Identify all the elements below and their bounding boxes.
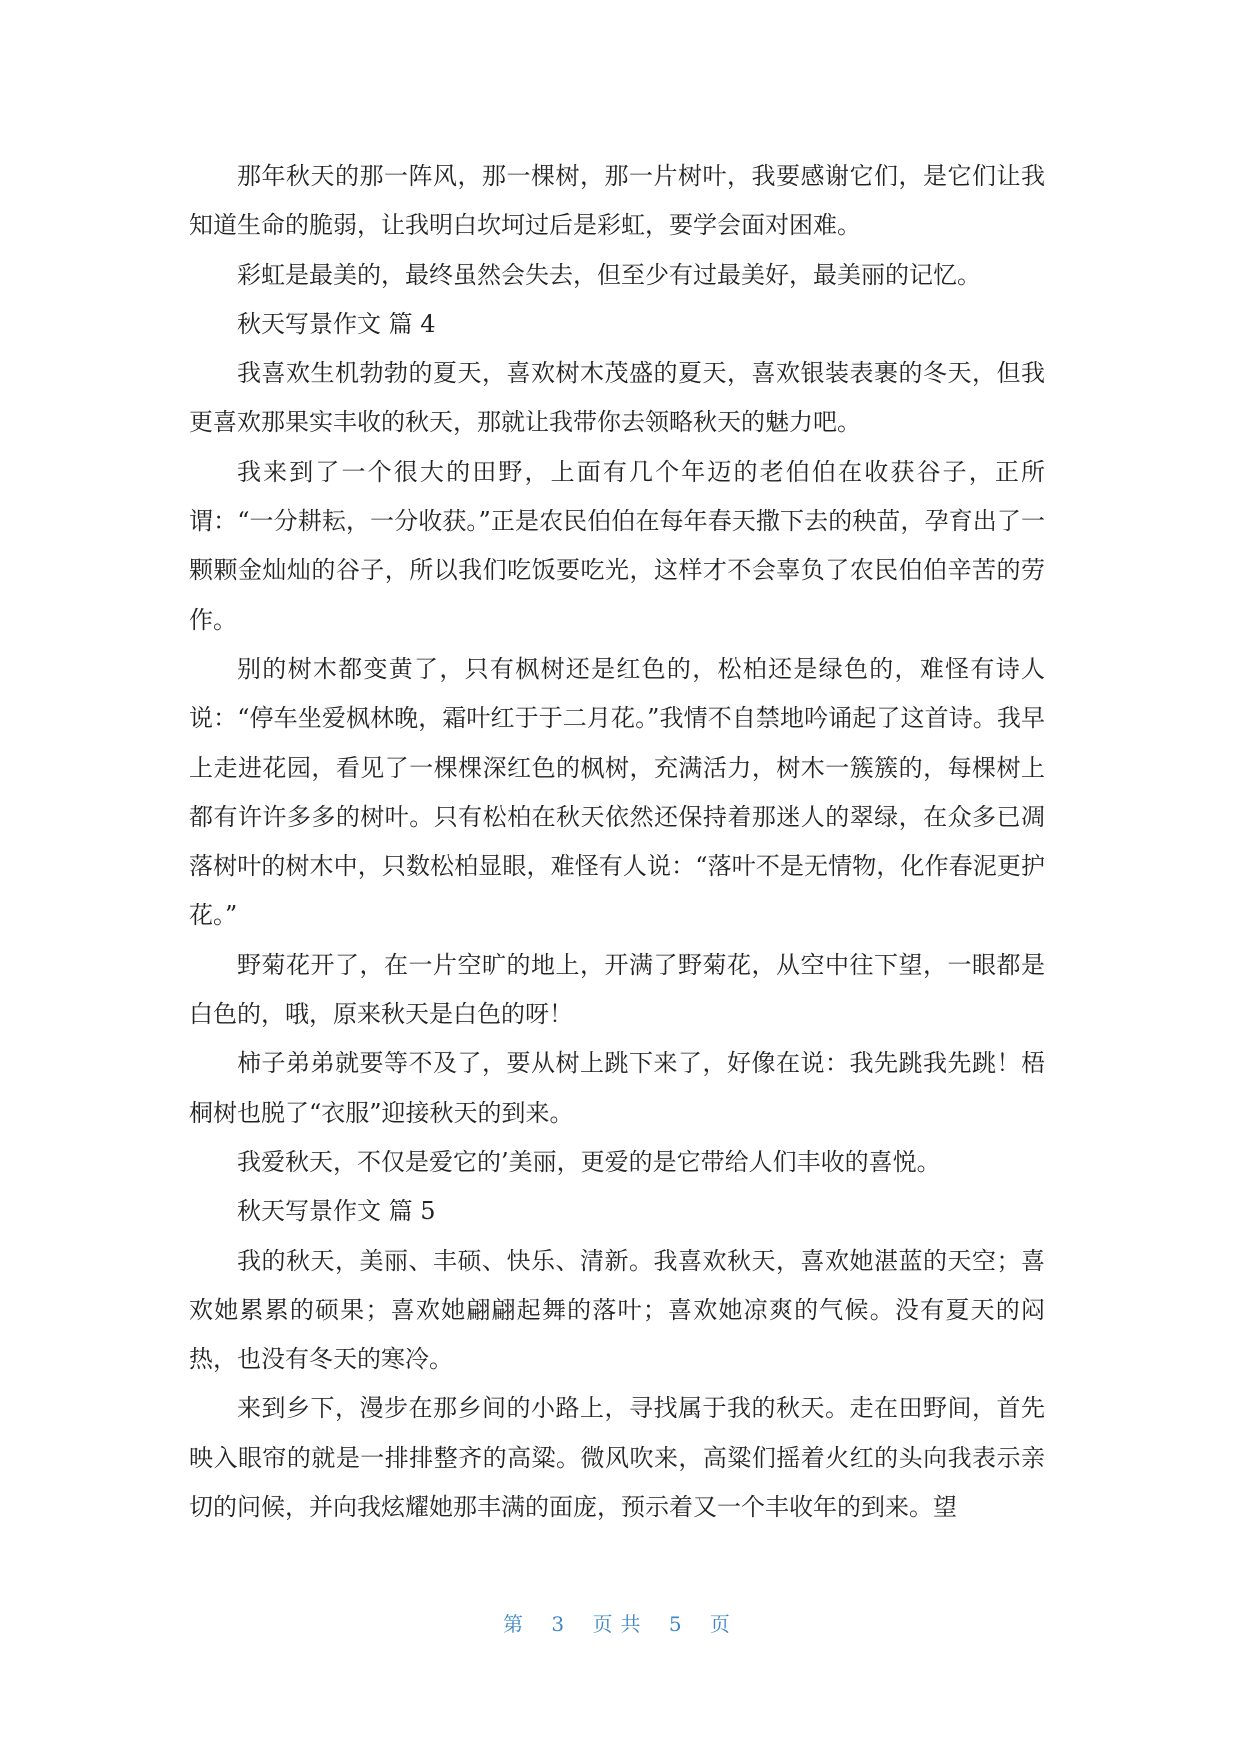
- paragraph: 我的秋天，美丽、丰硕、快乐、清新。我喜欢秋天，喜欢她湛蓝的天空；喜欢她累累的硕果；喜欢她翩翩起舞的落叶；喜欢她凉爽的气候。没有夏天的闷热，也没有冬天的寒冷。: [189, 1246, 1045, 1374]
- paragraph: 那年秋天的那一阵风，那一棵树，那一片树叶，我要感谢它们，是它们让我知道生命的脆弱，让我明白坎坷过后是彩虹，要学会面对困难。: [189, 162, 1045, 240]
- document-body: [189, 152, 1045, 1532]
- section-heading: 秋天写景作文 篇 4: [237, 309, 436, 338]
- paragraph: 彩虹是最美的，最终虽然会失去，但至少有过最美好，最美丽的记忆。: [237, 260, 981, 289]
- paragraph: 我来到了一个很大的田野，上面有几个年迈的老伯伯在收获谷子，正所谓：“一分耕耘，一分收获。”正是农民伯伯在每年春天撒下去的秧苗，孕育出了一颗颗金灿灿的谷子，所以我们吃饭要吃光，这样才不会辜负了农民伯伯辛苦的劳作。: [189, 457, 1045, 634]
- paragraph: 柿子弟弟就要等不及了，要从树上跳下来了，好像在说：我先跳我先跳！梧桐树也脱了“衣服”迎接秋天的到来。: [189, 1049, 1045, 1127]
- paragraph: 来到乡下，漫步在那乡间的小路上，寻找属于我的秋天。走在田野间，首先映入眼帘的就是一排排整齐的高粱。微风吹来，高粱们摇着火红的头向我表示亲切的问候，并向我炫耀她那丰满的面庞，预示着又一个丰收年的到来。望: [189, 1394, 1045, 1522]
- paragraph: 我爱秋天，不仅是爱它的’美丽，更爱的是它带给人们丰收的喜悦。: [237, 1147, 941, 1176]
- page-number-footer: 第 3 页共 5 页: [503, 1612, 738, 1636]
- paragraph: 我喜欢生机勃勃的夏天，喜欢树木茂盛的夏天，喜欢银装表裹的冬天，但我更喜欢那果实丰收的秋天，那就让我带你去领略秋天的魅力吧。: [189, 359, 1045, 437]
- paragraph: 野菊花开了，在一片空旷的地上，开满了野菊花，从空中往下望，一眼都是白色的，哦，原来秋天是白色的呀！: [189, 950, 1045, 1029]
- section-heading: 秋天写景作文 篇 5: [237, 1197, 436, 1226]
- paragraph: 别的树木都变黄了，只有枫树还是红色的，松柏还是绿色的，难怪有诗人说：“停车坐爱枫林晚，霜叶红于于二月花。”我情不自禁地吟诵起了这首诗。我早上走进花园，看见了一棵棵深红色的枫树，充满活力，树木一簇簇的，每棵树上都有许许多多的树叶。只有松柏在秋天依然还保持着那迷人的翠绿，在众多已凋落树叶的树木中，只数松柏显眼，难怪有人说：“落叶不是无情物，化作春泥更护花。”: [189, 654, 1045, 930]
